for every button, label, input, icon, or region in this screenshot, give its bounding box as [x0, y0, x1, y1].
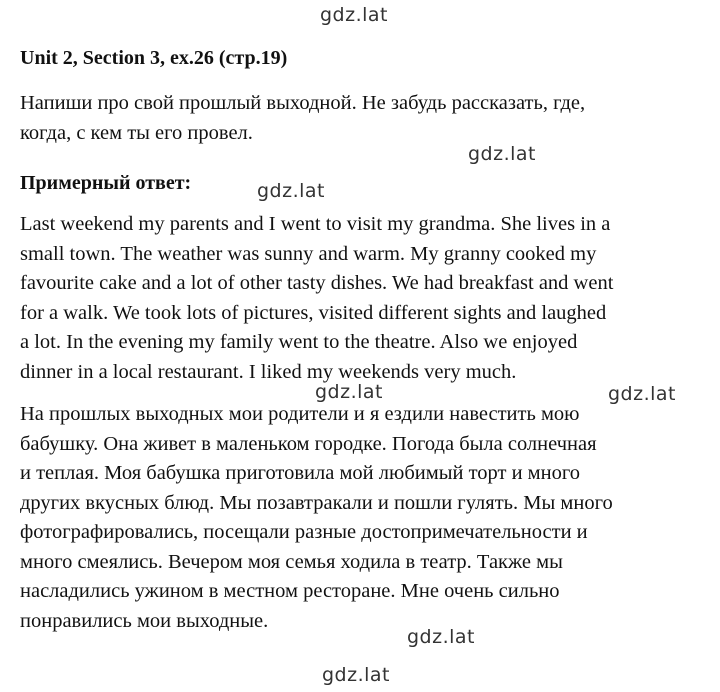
english-answer-line: a lot. In the evening my family went to the theatre. Also we enjoyed — [20, 331, 578, 353]
english-answer-line: favourite cake and a lot of other tasty dishes. We had breakfast and went — [20, 272, 614, 294]
russian-answer-line: бабушку. Она живет в маленьком городке. Погода была солнечная — [20, 432, 597, 455]
watermark: gdz.lat — [468, 143, 537, 165]
answer-heading: Примерный ответ: — [20, 172, 192, 194]
russian-answer-line: понравились мои выходные. — [20, 609, 269, 632]
russian-answer — [20, 400, 710, 636]
watermark: gdz.lat — [407, 626, 476, 648]
russian-answer-line: много смеялись. Вечером моя семья ходила в театр. Также мы — [20, 550, 563, 573]
task-text — [20, 89, 710, 148]
russian-answer-line: На прошлых выходных мои родители и я ездили навестить мою — [20, 403, 580, 425]
watermark: gdz.lat — [257, 180, 326, 202]
english-answer-line: dinner in a local restaurant. I liked my weekends very much. — [20, 360, 517, 383]
english-answer-line: for a walk. We took lots of pictures, visited different sights and laughed — [20, 301, 607, 324]
russian-answer-line: других вкусных блюд. Мы позавтракали и пошли гулять. Мы много — [20, 491, 613, 514]
russian-answer-line: насладились ужином в местном ресторане. Мне очень сильно — [20, 580, 560, 602]
english-answer-line: small town. The weather was sunny and warm. My granny cooked my — [20, 242, 597, 265]
english-answer — [20, 210, 710, 387]
watermark: gdz.lat — [315, 381, 384, 403]
watermark: gdz.lat — [608, 383, 677, 405]
watermark: gdz.lat — [320, 4, 389, 26]
page-title: Unit 2, Section 3, ex.26 (стр.19) — [20, 47, 288, 69]
watermark: gdz.lat — [322, 664, 391, 686]
task-line: когда, с кем ты его провел. — [20, 121, 253, 144]
russian-answer-line: фотографировались, посещали разные достопримечательности и — [20, 521, 588, 543]
task-line: Напиши про свой прошлый выходной. Не забудь рассказать, где, — [20, 92, 586, 114]
english-answer-line: Last weekend my parents and I went to visit my grandma. She lives in a — [20, 213, 611, 235]
russian-answer-line: и теплая. Моя бабушка приготовила мой любимый торт и много — [20, 462, 581, 484]
